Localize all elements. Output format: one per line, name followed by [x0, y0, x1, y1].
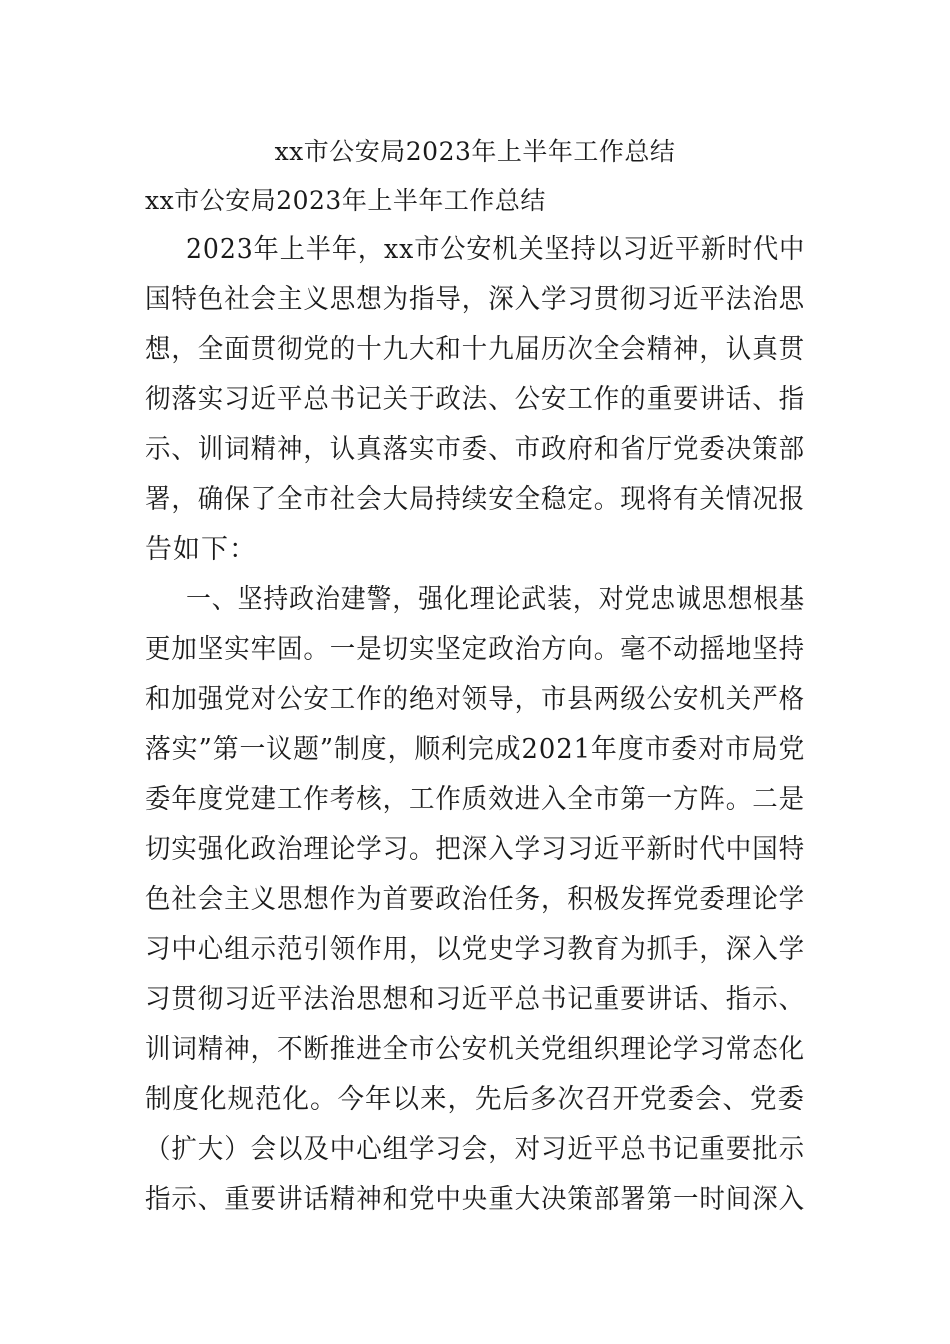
paragraph-line: 色社会主义思想作为首要政治任务，积极发挥党委理论学 [145, 884, 805, 915]
paragraph-line: 指示、重要讲话精神和党中央重大决策部署第一时间深入 [145, 1184, 805, 1215]
paragraph-line: 彻落实习近平总书记关于政法、公安工作的重要讲话、指 [145, 384, 805, 415]
paragraph-line: 更加坚实牢固。一是切实坚定政治方向。毫不动摇地坚持 [145, 634, 805, 665]
paragraph-line: 习中心组示范引领作用，以党史学习教育为抓手，深入学 [145, 934, 805, 965]
paragraph-line: 署，确保了全市社会大局持续安全稳定。现将有关情况报 [145, 484, 805, 515]
paragraph-line: 想，全面贯彻党的十九大和十九届历次全会精神，认真贯 [145, 334, 805, 365]
paragraph-line: 落实”第一议题”制度，顺利完成2021年度市委对市局党 [145, 734, 806, 765]
paragraph-line: 委年度党建工作考核，工作质效进入全市第一方阵。二是 [145, 784, 805, 815]
paragraph-line: （扩大）会以及中心组学习会，对习近平总书记重要批示 [145, 1134, 805, 1165]
paragraph-line: 国特色社会主义思想为指导，深入学习贯彻习近平法治思 [145, 284, 805, 315]
paragraph-line: 习贯彻习近平法治思想和习近平总书记重要讲话、指示、 [145, 984, 805, 1015]
paragraph-line: 告如下： [145, 534, 257, 565]
document-title: xx市公安局2023年上半年工作总结 [274, 137, 676, 166]
document-subtitle: xx市公安局2023年上半年工作总结 [145, 186, 546, 215]
paragraph-line: 和加强党对公安工作的绝对领导，市县两级公安机关严格 [145, 684, 805, 715]
paragraph-line: 2023年上半年，xx市公安机关坚持以习近平新时代中 [186, 234, 806, 265]
paragraph-line: 示、训词精神，认真落实市委、市政府和省厅党委决策部 [145, 434, 805, 465]
paragraph-line: 制度化规范化。今年以来，先后多次召开党委会、党委 [145, 1084, 805, 1115]
paragraph-line: 训词精神，不断推进全市公安机关党组织理论学习常态化 [145, 1034, 805, 1065]
paragraph-line: 一、坚持政治建警，强化理论武装，对党忠诚思想根基 [186, 584, 805, 615]
paragraph-line: 切实强化政治理论学习。把深入学习习近平新时代中国特 [145, 834, 805, 865]
